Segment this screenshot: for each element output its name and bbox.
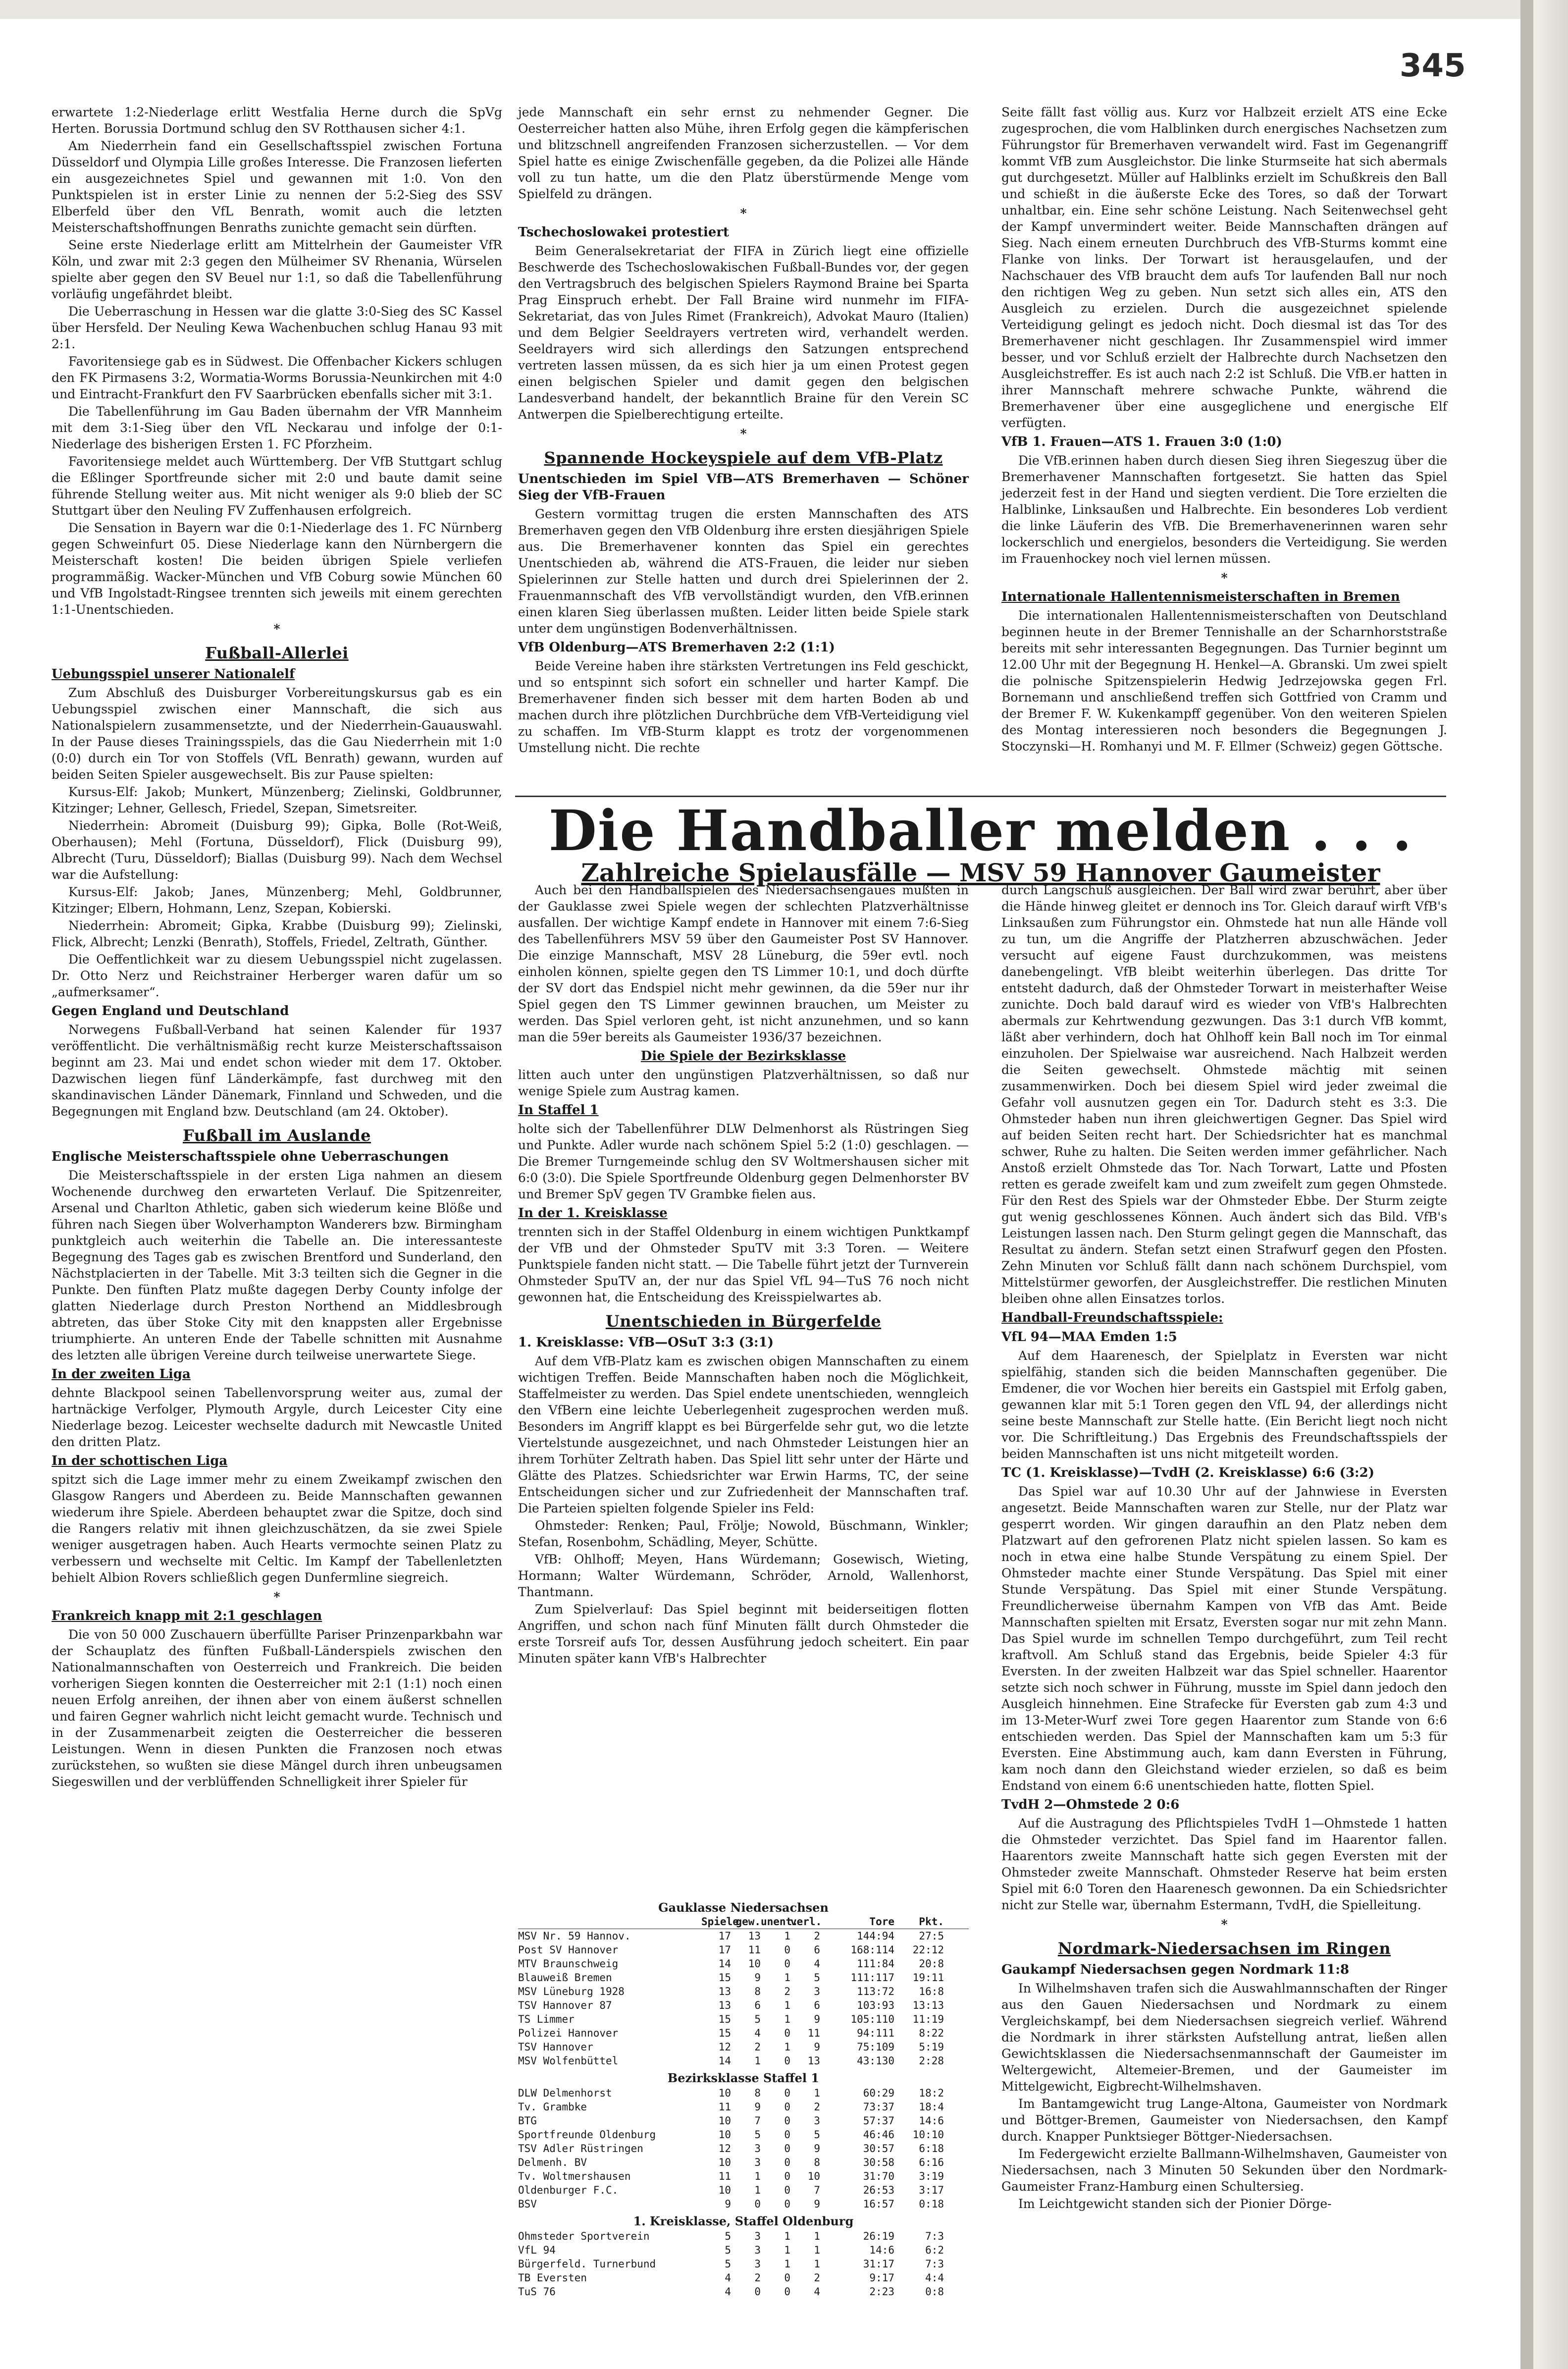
- table-cell: 14:6: [919, 2115, 944, 2127]
- team-name: MSV Lüneburg 1928: [518, 1986, 625, 1997]
- table-cell: 0: [784, 2087, 790, 2099]
- article-paragraph: VfB: Ohlhoff; Meyen, Hans Würdemann; Gosewisch, Wieting, Hormann; Walter Würdemann, Schröder, Arnold, Wallenhorst, Thantmann.: [518, 1552, 969, 1599]
- table-cell: 3: [814, 1986, 820, 1997]
- team-name: Sportfreunde Oldenburg: [518, 2129, 656, 2141]
- table-cell: 1: [754, 2184, 761, 2196]
- table-cell: 7: [754, 2115, 761, 2127]
- article-paragraph: Im Federgewicht erzielte Ballmann-Wilhelmshaven, Gaumeister von Niedersachsen, nach 3 Minuten 50 Sekunden über den Nordmark-Gaumeister Franz-Hamburg einen Schultersieg.: [1001, 2147, 1447, 2194]
- table-cell: 1: [784, 1972, 790, 1984]
- table-row: [518, 2100, 969, 2114]
- table-cell: 5: [725, 2244, 731, 2256]
- table-row: [518, 2142, 969, 2155]
- table-cell: 11: [718, 2101, 731, 2113]
- article-paragraph: Die VfB.erinnen haben durch diesen Sieg ihren Siegeszug über die Bremerhavener Mannschaften fortgesetzt. Sie hatten das Spiel jederzeit fest in der Hand und siegten verdient. Die Tore erzielten die Halblinke, Linksaußen und Halbrechte. Ein besonderes Lob verdient die linke Läuferin des VfB. Die Bremerhavenerinnen waren sehr lockerschlich und energielos, besonders die Verteidigung. Sie werden im Frauenhockey noch viel lernen müssen.: [1001, 453, 1447, 566]
- table-row: [518, 2040, 969, 2054]
- table-cell: 1: [784, 2230, 790, 2242]
- article-paragraph: Beim Generalsekretariat der FIFA in Zürich liegt eine offizielle Beschwerde des Tschechoslowakischen Fußball-Bundes vor, der gegen den Vertragsbruch des belgischen Spielers Raymond Braine bei Sparta Prag Einspruch erhebt. Der Fall Braine wird nunmehr im FIFA-Sekretariat, das von Jules Rimet (Frankreich), Advokat Mauro (Italien) und dem Belgier Seeldrayers vertreten wird, verhandelt werden. Seeldrayers wird sich allerdings den Satzungen entsprechend vertreten lassen müssen, da es sich hier ja um einen Protest gegen einen belgischen Spieler und damit gegen den belgischen Landesverband handelt, der bekanntlich Braine für den Verein SC Antwerpen die Spielberechtigung erteilte.: [518, 244, 969, 422]
- table-row: [518, 2169, 969, 2183]
- sub-heading: VfL 94—MAA Emden 1:5: [1001, 1330, 1177, 1345]
- table-cell: 1: [784, 2041, 790, 2053]
- table-cell: 4:4: [925, 2272, 944, 2284]
- table-cell: 2: [754, 2272, 761, 2284]
- table-cell: 5:19: [919, 2041, 944, 2053]
- table-cell: 10: [718, 2184, 731, 2196]
- table-row: [518, 2155, 969, 2169]
- table-row: [518, 1929, 969, 1943]
- scan-border-right: [1533, 0, 1568, 2369]
- article-paragraph: Kursus-Elf: Jakob; Janes, Münzenberg; Mehl, Goldbrunner, Kitzinger; Elbern, Hohmann, Lenz, Szepan, Kobierski.: [52, 885, 502, 915]
- table-cell: 14: [718, 1958, 731, 1970]
- table-cell: 3: [754, 2143, 761, 2154]
- table-cell: 9: [814, 2041, 820, 2053]
- table-row: [518, 2128, 969, 2142]
- table-cell: 11: [748, 1944, 761, 1956]
- table-cell: 1: [814, 2244, 820, 2256]
- table-cell: 13: [807, 2055, 820, 2067]
- scan-border-top: [0, 0, 1568, 19]
- table-cell: 0: [784, 2198, 790, 2210]
- main-subheadline: Zahlreiche Spielausfälle — MSV 59 Hannover Gaumeister: [581, 858, 1380, 887]
- table-cell: 3: [754, 2230, 761, 2242]
- table-cell: 0: [784, 2170, 790, 2182]
- article-paragraph: Auf die Austragung des Pflichtspieles TvdH 1—Ohmstede 1 hatten die Ohmsteder verzichtet. Das Spiel fand im Haarentor fallen. Haarentors zweite Mannschaft hatte sich gegen Eversten mit der Ohmsteder zweite Mannschaft. Ohmsteder Reserve hat beim ersten Spiel mit 6:0 Toren den Haarenesch gewonnen. Da ein Schiedsrichter nicht zur Stelle war, übernahm Estermann, TvdH, die Spielleitung.: [1001, 1816, 1447, 1912]
- table-row: [518, 2114, 969, 2128]
- table-cell: 19:11: [912, 1972, 944, 1984]
- article-paragraph: Favoritensiege meldet auch Württemberg. Der VfB Stuttgart schlug die Eßlinger Sportfreunde sicher mit 2:0 und baute damit seine führende Stellung weiter aus. Mit nicht weniger als 9:0 blieb der SC Stuttgart über den Neuling FV Zuffenhausen erfolgreich.: [52, 454, 502, 518]
- article-paragraph: Kursus-Elf: Jakob; Munkert, Münzenberg; Zielinski, Goldbrunner, Kitzinger; Lehner, Gellesch, Friedel, Szepan, Simetsreiter.: [52, 785, 502, 815]
- article-paragraph: Beide Vereine haben ihre stärksten Vertretungen ins Feld geschickt, und so entspinnt sich sofort ein schneller und harter Kampf. Die Bremerhavener finden sich besser mit dem harten Boden ab und machen durch ihre plötzlichen Durchbrüche dem VfB-Verteidigung viel zu schaffen. Im VfB-Sturm klappt es trotz der vorgenommenen Umstellung nicht. Die rechte: [518, 659, 969, 755]
- table-cell: 3: [814, 2115, 820, 2127]
- table-row: [518, 2086, 969, 2100]
- article-paragraph: Die Oeffentlichkeit war zu diesem Uebungsspiel nicht zugelassen. Dr. Otto Nerz und Reichstrainer Herberger waren dafür um so „aufmerksamer“.: [52, 952, 502, 999]
- table-cell: 1: [754, 2170, 761, 2182]
- table-cell: 4: [725, 2272, 731, 2284]
- table-cell: 18:2: [919, 2087, 944, 2099]
- team-name: TSV Hannover 87: [518, 1999, 612, 2011]
- table-row: [518, 2054, 969, 2068]
- table-row: [518, 2257, 969, 2271]
- table-cell: 13: [718, 1999, 731, 2011]
- team-name: VfL 94: [518, 2244, 556, 2256]
- article-paragraph: spitzt sich die Lage immer mehr zu einem Zweikampf zwischen den Glasgow Rangers und Aberdeen zu. Beide Mannschaften gewannen wiederum ihre Spiele. Aberdeen behauptet zwar die Spitze, doch sind die Rangers relativ mit ihnen gleichzuschätzen, da sie zwei Spiele weniger ausgetragen haben. Auch Hearts vermochte seinen Platz zu verbessern und wechselte mit Celtic. Im Kampf der Tabellenletzten behielt Albion Rovers schließlich gegen Dunfermline siegreich.: [52, 1472, 502, 1585]
- article-paragraph: Auf dem VfB-Platz kam es zwischen obigen Mannschaften zu einem wichtigen Treffen. Beide Mannschaften haben noch die Möglichkeit, Staffelmeister zu werden. Das Spiel endete unentschieden, wenngleich den VfBern eine leichte Ueberlegenheit zugesprochen werden muß. Besonders im Angriff klappt es bei Bürgerfelde sehr gut, wo die letzte Viertelstunde ausgezeichnet, und nach Ohmsteder Leistungen hier an ihrem Torhüter Zeltrath haben. Das Spiel litt sehr unter der Härte und Glätte des Platzes. Schiedsrichter war Erwin Harms, TC, der seine Entscheidungen sicher und zur Zufriedenheit der Mannschaften traf. Die Parteien spielten folgende Spieler ins Feld:: [518, 1354, 969, 1515]
- table-cell: 4: [754, 2027, 761, 2039]
- table-row: [518, 1957, 969, 1971]
- section-divider: *: [740, 427, 747, 441]
- table-cell: 0: [784, 2184, 790, 2196]
- table-cell: 73:37: [863, 2101, 894, 2113]
- table-cell: 5: [725, 2230, 731, 2242]
- article-paragraph: Die internationalen Hallentennismeisterschaften von Deutschland beginnen heute in der Bremer Tennishalle an der Scharnhorststraße bereits mit sehr interessanten Begegnungen. Das Turnier beginnt um 12.00 Uhr mit der Begegnung H. Henkel—A. Gbranski. Um zwei spielt die polnische Spitzenspielerin Hedwig Jedrzejowska gegen Frl. Bornemann und anschließend treffen sich Gottfried von Cramm und der Bremer F. W. Kukenkampff gegenüber. Von den weiteren Spielen des Montag interessieren noch besonders die Begegnungen J. Stoczynski—H. Romhanyi und M. F. Ellmer (Schweiz) gegen Göttsche.: [1001, 608, 1447, 754]
- article-paragraph: Die von 50 000 Zuschauern überfüllte Pariser Prinzenparkbahn war der Schauplatz des fünften Fußball-Länderspiels zwischen den Nationalmannschaften von Oesterreich und Frankreich. Die beiden vorherigen Siegen konnten die Oesterreicher mit 2:1 (1:1) noch einen neuen Erfolg anreihen, der ihnen aber von einem äußerst schnellen und fairen Gegner wahrlich nicht leicht gemacht wurde. Technisch und in der Zusammenarbeit zeigten die Oesterreicher die besseren Leistungen. Wenn in diesen Punkten die Franzosen noch etwas zurückstehen, so wußten sie diese Mängel durch ihren unbeugsamen Siegeswillen und der verblüffenden Schnelligkeit ihrer Spieler für: [52, 1627, 502, 1789]
- article-paragraph: erwartete 1:2-Niederlage erlitt Westfalia Herne durch die SpVg Herten. Borussia Dortmund schlug den SV Rotthausen sicher 4:1.: [52, 105, 502, 136]
- table-row: [518, 1985, 969, 1998]
- table-cell: 15: [718, 1972, 731, 1984]
- table-cell: 2:28: [919, 2055, 944, 2067]
- table-cell: 9: [814, 2013, 820, 2025]
- table-cell: 0: [784, 2129, 790, 2141]
- sub-heading: In der 1. Kreisklasse: [518, 1206, 668, 1221]
- section-heading: Unentschieden in Bürgerfelde: [605, 1312, 882, 1331]
- team-name: Delmenh. BV: [518, 2156, 587, 2168]
- standings-tables: [518, 1897, 969, 2299]
- table-cell: 6:2: [925, 2244, 944, 2256]
- sub-heading: Frankreich knapp mit 2:1 geschlagen: [52, 1609, 322, 1623]
- table-cell: 5: [814, 1972, 820, 1984]
- team-name: Polizei Hannover: [518, 2027, 619, 2039]
- table-cell: 105:110: [850, 2013, 894, 2025]
- sub-heading: Internationale Hallentennismeisterschaften in Bremen: [1001, 590, 1400, 604]
- table-cell: 2: [754, 2041, 761, 2053]
- table-cell: 60:29: [863, 2087, 894, 2099]
- table-cell: 5: [754, 2013, 761, 2025]
- main-headline: Die Handballer melden . . .: [548, 799, 1413, 863]
- article-paragraph: Die Meisterschaftsspiele in der ersten Liga nahmen an diesem Wochenende durchweg den erwarteten Verlauf. Die Spitzenreiter, Arsenal und Charlton Athletic, gaben sich wiederum keine Blöße und führen nach Siegen über Wolverhampton Wanderers bzw. Birmingham punktgleich auch weiterhin die Tabelle an. Die interessanteste Begegnung des Tages gab es zwischen Brentford und Sunderland, den Nächstplacierten in der Tabelle. Mit 3:3 teilten sich die Gegner in die Punkte. Den fünften Platz mußte dagegen Derby County infolge der glatten Niederlage durch Preston Northend an Middlesbrough abtreten, das über Stoke City mit den knappsten aller Ergebnisse triumphierte. An unteren Ende der Tabelle schnitten mit Ausnahme des letzten alle übrigen Vereine durch teilweise unerwartete Siege.: [52, 1168, 502, 1362]
- article-paragraph: litten auch unter den ungünstigen Platzverhältnissen, so daß nur wenige Spiele zum Austrag kamen.: [518, 1068, 969, 1098]
- table-cell: 75:109: [857, 2041, 894, 2053]
- table-cell: 10: [718, 2087, 731, 2099]
- team-name: MSV Nr. 59 Hannov.: [518, 1930, 631, 1942]
- table-cell: 31:17: [863, 2258, 894, 2270]
- table-cell: 0: [784, 1958, 790, 1970]
- table-cell: 9: [754, 2101, 761, 2113]
- table-cell: 1: [784, 1999, 790, 2011]
- team-name: TSV Hannover: [518, 2041, 593, 2053]
- table-cell: 6: [814, 1999, 820, 2011]
- table-cell: 9: [754, 1972, 761, 1984]
- sub-heading: Die Spiele der Bezirksklasse: [640, 1049, 846, 1064]
- page-number: 345: [1400, 48, 1466, 84]
- team-name: Oldenburger F.C.: [518, 2184, 619, 2196]
- column-3-handball: [1001, 882, 1447, 2213]
- table-cell: 3:17: [919, 2184, 944, 2196]
- table-cell: 3: [754, 2244, 761, 2256]
- table-cell: 9: [814, 2198, 820, 2210]
- table-cell: 4: [725, 2286, 731, 2298]
- table-cell: 11: [807, 2027, 820, 2039]
- table-title: 1. Kreisklasse, Staffel Oldenburg: [633, 2214, 854, 2228]
- sub-heading: Tschechoslowakei protestiert: [518, 225, 730, 240]
- table-cell: 0: [784, 2115, 790, 2127]
- sub-heading: Uebungsspiel unserer Nationalelf: [52, 667, 295, 682]
- headline-rule: [515, 796, 1446, 797]
- article-paragraph: In Wilhelmshaven trafen sich die Auswahlmannschaften der Ringer aus den Gauen Niedersachsen und Nordmark zu einem Vergleichskampf, bei dem Niedersachsen siegreich verlief. Während die Nordmark in ihrer stärksten Aufstellung antrat, ließen allen Gewichtsklassen die Niedersachsenmannschaft der Gaumeister im Weltergewicht, Altemeier-Bremen, und der Gaumeister im Mittelgewicht, Eigbrecht-Wilhelmshaven.: [1001, 1981, 1447, 2094]
- article-paragraph: holte sich der Tabellenführer DLW Delmenhorst als Rüstringen Sieg und Punkte. Adler wurde nach schönem Spiel 5:2 (1:0) geschlagen. — Die Bremer Turngemeinde schlug den SV Woltmershausen sicher mit 6:0 (3:0). Die Spiele Sportfreunde Oldenburg gegen Delmenhorster BV und Bremer SpV gegen TV Grambke fielen aus.: [518, 1122, 969, 1201]
- article-paragraph: Auch bei den Handballspielen des Niedersachsengaues mußten in der Gauklasse zwei Spiele wegen der schlechten Platzverhältnisse ausfallen. Der wichtige Kampf endete in Hannover mit einem 7:6-Sieg des Tabellenführers MSV 59 über den Gaumeister Post SV Hannover. Die einzige Mannschaft, MSV 28 Lüneburg, die 59er evtl. noch einholen können, spielte gegen den TS Limmer 10:1, und doch dürfte der SV dort das Endspiel nicht mehr gewinnen, da die 59er nur ihr Spiel gegen den TS Limmer gewinnen brauchen, um Meister zu werden. Das Spiel verloren geht, ist nicht anzunehmen, und so kann man die 59er bereits als Gaumeister 1936/37 bezeichnen.: [518, 883, 969, 1044]
- table-header: Spiele gew. unent. verl. Tore Pkt.: [518, 1916, 969, 1929]
- table-cell: 7:3: [925, 2258, 944, 2270]
- table-cell: 11: [718, 2170, 731, 2182]
- table-cell: 0: [784, 2055, 790, 2067]
- table-cell: 13:13: [912, 1999, 944, 2011]
- sub-heading: In der schottischen Liga: [52, 1454, 228, 1468]
- section-divider: *: [1221, 1917, 1228, 1932]
- table-cell: 144:94: [857, 1930, 894, 1942]
- article-paragraph: Gestern vormittag trugen die ersten Mannschaften des ATS Bremerhaven gegen den VfB Oldenburg ihre ersten diesjährigen Spiele aus. Die Bremerhavener konnten das Spiel ein gerechtes Unentschieden ab, während die ATS-Frauen, die leider nur sieben Spielerinnen zur Stelle hatten und durch drei Spielerinnen der 2. Frauenmannschaft des VfB vervollständigt wurden, den VfB.erinnen einen klaren Sieg überlassen mußten. Leider litten beide Spiele stark unter dem ungünstigen Bodenverhältnissen.: [518, 507, 969, 636]
- table-cell: 26:53: [863, 2184, 894, 2196]
- section-divider: *: [273, 1590, 280, 1604]
- table-row: [518, 2183, 969, 2197]
- article-paragraph: Favoritensiege gab es in Südwest. Die Offenbacher Kickers schlugen den FK Pirmasens 3:2, Wormatia-Worms Borussia-Neunkirchen mit 4:0 und Eintracht-Frankfurt den FV Saarbrücken ebenfalls sicher mit 3:1.: [52, 354, 502, 401]
- table-cell: 2: [814, 1930, 820, 1942]
- table-cell: 111:84: [857, 1958, 894, 1970]
- article-paragraph: Die Sensation in Bayern war die 0:1-Niederlage des 1. FC Nürnberg gegen Schweinfurt 05. Diese Niederlage kann den Nürnbergern die Meisterschaft kosten! Die beiden übrigen Spiele verliefen programmäßig. Wacker-München und VfB Coburg sowie München 60 und VfB Ingolstadt-Ringsee trennten sich jeweils mit einem gerechten 1:1-Unentschieden.: [52, 521, 502, 617]
- table-cell: 18:4: [919, 2101, 944, 2113]
- article-paragraph: Norwegens Fußball-Verband hat seinen Kalender für 1937 veröffentlicht. Die verhältnismäßig recht kurze Meisterschaftssaison beginnt am 23. Mai und endet schon wieder mit dem 17. Oktober. Dazwischen liegen fünf Länderkämpfe, fast durchweg mit den skandinavischen Länder Dänemark, Finnland und Schweden, und die Begegnungen mit England bzw. Deutschland (am 24. Oktober).: [52, 1023, 502, 1119]
- table-cell: 26:19: [863, 2230, 894, 2242]
- team-name: Post SV Hannover: [518, 1944, 619, 1956]
- table-row: [518, 2026, 969, 2040]
- table-cell: 6: [754, 1999, 761, 2011]
- table-cell: 111:117: [850, 1972, 894, 1984]
- sub-heading: VfB 1. Frauen—ATS 1. Frauen 3:0 (1:0): [1001, 434, 1282, 449]
- sub-heading: Gaukampf Niedersachsen gegen Nordmark 11:8: [1001, 1962, 1350, 1977]
- article-paragraph: Niederrhein: Abromeit; Gipka, Krabbe (Duisburg 99); Zielinski, Flick, Albrecht; Lenzki (Benrath), Stoffels, Friedel, Zeltrath, Günther.: [52, 918, 502, 949]
- section-heading: Fußball im Auslande: [183, 1126, 371, 1145]
- column-2-handball: [518, 882, 969, 1668]
- sub-heading: Unentschieden im Spiel VfB—ATS Bremerhaven — Schöner Sieg der VfB-Frauen: [518, 472, 969, 503]
- table-cell: 14: [718, 2055, 731, 2067]
- table-cell: 27:5: [919, 1930, 944, 1942]
- team-name: MSV Wolfenbüttel: [518, 2055, 619, 2067]
- bezirk-table: [518, 2086, 969, 2211]
- sub-heading: VfB Oldenburg—ATS Bremerhaven 2:2 (1:1): [518, 640, 835, 655]
- table-cell: 46:46: [863, 2129, 894, 2141]
- table-cell: 1: [784, 2244, 790, 2256]
- gauklasse-table: [518, 1929, 969, 2068]
- table-cell: 5: [814, 2129, 820, 2141]
- section-divider: *: [273, 622, 280, 636]
- table-cell: 0: [784, 2101, 790, 2113]
- table-cell: 0: [784, 2156, 790, 2168]
- table-cell: 10: [718, 2115, 731, 2127]
- table-title: Bezirksklasse Staffel 1: [667, 2071, 820, 2085]
- table-cell: 10: [748, 1958, 761, 1970]
- table-cell: 0: [754, 2198, 761, 2210]
- kreis-table: [518, 2229, 969, 2299]
- article-paragraph: trennten sich in der Staffel Oldenburg in einem wichtigen Punktkampf der VfB und der Ohmsteder SpuTV mit 3:3 Toren. — Weitere Punktspiele fanden nicht statt. — Die Tabelle führt jetzt der Turnverein Ohmsteder SpuTV an, der nur das Spiel VfL 94—TuS 76 noch nicht gewonnen hat, die Entscheidung des Kreisspielwartes ab.: [518, 1225, 969, 1304]
- table-cell: 31:70: [863, 2170, 894, 2182]
- table-cell: 0: [784, 2272, 790, 2284]
- sub-heading: Englische Meisterschaftsspiele ohne Ueberraschungen: [52, 1149, 449, 1164]
- table-cell: 3: [754, 2156, 761, 2168]
- table-cell: 30:58: [863, 2156, 894, 2168]
- table-cell: 9:17: [869, 2272, 894, 2284]
- team-name: MTV Braunschweig: [518, 1958, 619, 1970]
- article-paragraph: Niederrhein: Abromeit (Duisburg 99); Gipka, Bolle (Rot-Weiß, Oberhausen); Mehl (Fortuna, Düsseldorf), Flick (Duisburg 99), Albrecht (Turu, Düsseldorf); Biallas (Duisburg 99). Nach dem Wechsel war die Aufstellung:: [52, 818, 502, 882]
- table-row: [518, 1998, 969, 2012]
- table-cell: 0: [754, 2286, 761, 2298]
- table-row: [518, 1943, 969, 1957]
- article-paragraph: Die Ueberraschung in Hessen war die glatte 3:0-Sieg des SC Kassel über Hersfeld. Der Neuling Kewa Wachenbuchen schlug Hanau 93 mit 2:1.: [52, 304, 502, 351]
- article-paragraph: Im Bantamgewicht trug Lange-Altona, Gaumeister von Nordmark und Böttger-Bremen, Gaumeister von Niedersachsen, den Kampf durch. Knapper Punktsieger Böttger-Niedersachsen.: [1001, 2097, 1447, 2144]
- table-cell: 8:22: [919, 2027, 944, 2039]
- team-name: Tv. Woltmershausen: [518, 2170, 631, 2182]
- team-name: BSV: [518, 2198, 537, 2210]
- table-cell: 9: [814, 2143, 820, 2154]
- table-cell: 113:72: [857, 1986, 894, 1997]
- table-cell: 2: [784, 1986, 790, 1997]
- article-paragraph: Am Niederrhein fand ein Gesellschaftsspiel zwischen Fortuna Düsseldorf und Olympia Lille großes Interesse. Die Franzosen lieferten ein ausgezeichnetes Spiel und gewannen mit 1:0. Von den Punktspielen ist in erster Linie zu nennen der 5:2-Sieg des SSV Elberfeld über den VfL Benrath, womit auch die letzten Meisterschaftshoffnungen Benraths zunichte gemacht sein dürften.: [52, 139, 502, 235]
- table-cell: 13: [718, 1986, 731, 1997]
- section-divider: *: [740, 206, 747, 220]
- article-paragraph: Das Spiel war auf 10.30 Uhr auf der Jahnwiese in Eversten angesetzt. Beide Mannschaften waren zur Stelle, nur der Platz war gesperrt worden. Wir gingen daraufhin an den Platz neben dem Platzwart auf den gefrorenen Platz nicht spielen lassen. So kam es noch in etwa eine halbe Stunde Verspätung zu einem Spiel. Der Ohmsteder machte einer Stunde Verspätung. Das Spiel mit einer Stunde Verspätung. Das Spiel mit einer Stunde Verspätung. Freundlicherweise übernahm Kampen von VfB das Amt. Beide Mannschaften spielten mit Ersatz, Eversten sogar nur mit zehn Mann. Das Spiel wurde im schnellen Tempo durchgeführt, zum Teil recht kraftvoll. Am Schluß stand das Ergebnis, beide Spieler 4:3 für Eversten. In der zweiten Halbzeit war das Spiel schneller. Haarentor setzte sich noch schwer in Führung, musste im Spiel dann jedoch den Ausgleich hinnehmen. Eine Strafecke für Eversten gab zum 4:3 und im 13-Meter-Wurf zwei Tore gegen Haarentor zum Stande von 6:6 entschieden werden. Das Spiel der Mannschaften kam um 5:3 für Eversten. Eine Abstimmung auch, kam dann Eversten in Führung, kam noch dann den Gleichstand wieder erzielen, so daß es beim Endstand von einem 6:6 unentschieden hatte, flotten Spiel.: [1001, 1484, 1447, 1793]
- sub-heading: Handball-Freundschaftsspiele:: [1001, 1310, 1223, 1325]
- team-name: Bürgerfeld. Turnerbund: [518, 2258, 656, 2270]
- table-cell: 2: [814, 2272, 820, 2284]
- table-cell: 1: [784, 2258, 790, 2270]
- table-cell: 5: [754, 2129, 761, 2141]
- table-title: Gauklasse Niedersachsen: [658, 1900, 829, 1915]
- table-cell: 13: [748, 1930, 761, 1942]
- table-row: [518, 2229, 969, 2243]
- table-cell: 6: [814, 1944, 820, 1956]
- team-name: TuS 76: [518, 2286, 556, 2298]
- article-paragraph: Zum Spielverlauf: Das Spiel beginnt mit beiderseitigen flotten Angriffen, und schon nach fünf Minuten fällt durch Ohmsteder die erste Torsreif aufs Tor, dessen Ausführung jedoch scheitert. Ein paar Minuten später kann VfB's Halbrechter: [518, 1602, 969, 1666]
- article-paragraph: Seine erste Niederlage erlitt am Mittelrhein der Gaumeister VfR Köln, und zwar mit 2:3 gegen den Mülheimer SV Rhenania, Würselen spielte aber gegen den SV Beuel nur 1:1, so daß die Tabellenführung vorläufig ungefährdet bleibt.: [52, 238, 502, 301]
- article-paragraph: dehnte Blackpool seinen Tabellenvorsprung weiter aus, zumal der hartnäckige Verfolger, Plymouth Argyle, durch Leicester City eine Niederlage bezog. Leicester wechselte dadurch mit Newcastle United den dritten Platz.: [52, 1386, 502, 1449]
- table-cell: 10:10: [912, 2129, 944, 2141]
- team-name: DLW Delmenhorst: [518, 2087, 612, 2099]
- article-paragraph: Ohmsteder: Renken; Paul, Frölje; Nowold, Büschmann, Winkler; Stefan, Rosenbohm, Schädling, Meyer, Schütte.: [518, 1518, 969, 1549]
- table-cell: 17: [718, 1944, 731, 1956]
- article-paragraph: Seite fällt fast völlig aus. Kurz vor Halbzeit erzielt ATS eine Ecke zugesprochen, die vom Halblinken durch energisches Nachsetzen zum Führungstor für Bremerhaven verwandelt wird. Fast im Gegenangriff kommt VfB zum Ausgleichstor. Die linke Sturmseite hat sich abermals gut durchgesetzt. Müller auf Halblinks erzielt im Schußkreis den Ball und schießt in die äußerste Ecke des Tores, so daß der Torwart unhaltbar, ein. Eine sehr schöne Leistung. Nach Seitenwechsel geht der Kampf unvermindert weiter. Beide Mannschaften drängen auf Sieg. Nach einem erneuten Durchbruch des VfB-Sturms kommt eine Flanke von links. Der Torwart ist herausgelaufen, und der Nachschauer des VfB braucht dem aufs Tor laufenden Ball nur noch den richtigen Weg zu geben. Nun setzt sich alles ein, ATS den Ausgleich zu erzielen. Durch die ausgezeichnet spielende Verteidigung gelingt es jedoch nicht. Doch diesmal ist das Tor des Bremerhavener nicht geschlagen. Ihr Zusammenspiel wird immer besser, und vor Schluß erzielt der Halbrechte durch Nachsetzen den Ausgleichstreffer. Es ist auch nach 2:2 ist Schluß. Die VfB.er hatten in ihrer Mannschaft mehrere schwache Punkte, während die Bremerhavener über eine ausgeglichene und energische Elf verfügten.: [1001, 105, 1447, 430]
- table-cell: 15: [718, 2027, 731, 2039]
- table-cell: 2:23: [869, 2286, 894, 2298]
- team-name: Tv. Grambke: [518, 2101, 587, 2113]
- sub-heading: In der zweiten Liga: [52, 1367, 191, 1382]
- team-name: Ohmsteder Sportverein: [518, 2230, 650, 2242]
- table-cell: 30:57: [863, 2143, 894, 2154]
- table-cell: 3:19: [919, 2170, 944, 2182]
- table-cell: 0:18: [919, 2198, 944, 2210]
- table-cell: 1: [754, 2055, 761, 2067]
- table-cell: 9: [725, 2198, 731, 2210]
- table-cell: 2: [814, 2101, 820, 2113]
- table-cell: 22:12: [912, 1944, 944, 1956]
- table-cell: 0: [784, 2027, 790, 2039]
- section-heading: Fußball-Allerlei: [205, 644, 349, 662]
- table-cell: 10: [718, 2156, 731, 2168]
- binding-strip: [1520, 0, 1533, 2369]
- table-cell: 16:57: [863, 2198, 894, 2210]
- table-cell: 16:8: [919, 1986, 944, 1997]
- team-name: TSV Adler Rüstringen: [518, 2143, 643, 2154]
- section-divider: *: [1221, 571, 1228, 585]
- table-cell: 1: [814, 2258, 820, 2270]
- table-cell: 17: [718, 1930, 731, 1942]
- table-cell: 0: [784, 1944, 790, 1956]
- sub-heading: TC (1. Kreisklasse)—TvdH (2. Kreisklasse) 6:6 (3:2): [1001, 1465, 1375, 1480]
- table-cell: 10: [807, 2170, 820, 2182]
- table-cell: 0:8: [925, 2286, 944, 2298]
- column-1: [52, 104, 502, 1791]
- table-cell: 14:6: [869, 2244, 894, 2256]
- table-cell: 4: [814, 1958, 820, 1970]
- table-cell: 6:16: [919, 2156, 944, 2168]
- table-cell: 20:8: [919, 1958, 944, 1970]
- article-paragraph: Die Tabellenführung im Gau Baden übernahm der VfR Mannheim mit dem 3:1-Sieg über den VfL Neckarau und infolge der 0:1-Niederlage des bisherigen Ersten 1. FC Pforzheim.: [52, 404, 502, 451]
- table-row: [518, 2197, 969, 2211]
- table-cell: 0: [784, 2286, 790, 2298]
- section-heading: Nordmark-Niedersachsen im Ringen: [1057, 1939, 1391, 1958]
- table-cell: 8: [754, 1986, 761, 1997]
- table-row: [518, 2012, 969, 2026]
- article-paragraph: jede Mannschaft ein sehr ernst zu nehmender Gegner. Die Oesterreicher hatten also Mühe, ihren Erfolg gegen die kämpferischen und blitzschnell angreifenden Franzosen sicherzustellen. — Vor dem Spiel hatte es einige Zwischenfälle gegeben, da die Polizei alle Hände voll zu tun hatte, um die den Platz überstürmende Menge vom Spielfeld zu drängen.: [518, 105, 969, 201]
- table-cell: 1: [814, 2230, 820, 2242]
- team-name: BTG: [518, 2115, 537, 2127]
- table-row: [518, 2285, 969, 2299]
- table-cell: 1: [784, 2013, 790, 2025]
- table-row: [518, 2271, 969, 2285]
- table-cell: 43:130: [857, 2055, 894, 2067]
- sub-heading: 1. Kreisklasse: VfB—OSuT 3:3 (3:1): [518, 1335, 774, 1350]
- table-cell: 7:3: [925, 2230, 944, 2242]
- table-row: [518, 2243, 969, 2257]
- table-cell: 4: [814, 2286, 820, 2298]
- article-paragraph: durch Langschuß ausgleichen. Der Ball wird zwar berührt, aber über die Hände hinweg gleitet er dennoch ins Tor. Gleich darauf wirft VfB's Linksaußen zum Führungstor ein. Ohmstede hat nun alle Hände voll zu tun, um die Angriffe der Platzherren abzuschwächen. Jeder versucht auf eigene Faust durchzukommen, was meistens danebengelingt. VfB bleibt weiterhin überlegen. Das dritte Tor entsteht dadurch, daß der Ohmsteder Torwart in meisterhafter Weise zunichte. Doch bald darauf wird es wieder von VfB's Halbrechten abermals zur Kehrtwendung gezwungen. Das 3:1 durch VfB kommt, läßt aber verhindern, doch hat Ohlhoff kein Ball noch im Tor einmal einzuholen. Der Spielwaise war ausreichend. Nach Halbzeit werden die Seiten gewechselt. Ohmstede mächtig mit seinen zusammenwirken. Doch bei diesem Spiel wird jeder zweimal die Gefahr voll ausnutzen gegen ein Tor. Dadurch steht es 3:3. Die Ohmsteder haben nun ihren gleichwertigen Gegner. Das Spiel wird auf beiden Seiten recht hart. Der Schiedsrichter hat es manchmal schwer, Ruhe zu halten. Die Seiten werden immer gefährlicher. Nach Anstoß erzielt Ohmstede das Tor. Nach Torwart, Latte und Pfosten retten es gerade zweifelt kam und zum zweifelt zum gegen Ohmstede. Für den Rest des Spiels war der Ohmsteder Ebbe. Der Sturm zeigte gut wenig geschlossenes Können. Auch ändert sich das Bild. VfB's Leistungen lassen nach. Den Sturm gelingt gegen die Mannschaft, das Resultat zu ändern. Stefan setzt einen Strafwurf gegen den Pfosten. Zehn Minuten vor Schluß fällt dann nach schönem Durchspiel, vom Mittelstürmer geworfen, der Ausgleichstreffer. Die restlichen Minuten bleiben ohne allen Einsatzes torlos.: [1001, 883, 1447, 1306]
- table-cell: 1: [784, 1930, 790, 1942]
- table-cell: 8: [814, 2156, 820, 2168]
- team-name: Blauweiß Bremen: [518, 1972, 612, 1984]
- column-2: [518, 104, 969, 757]
- sub-heading: TvdH 2—Ohmstede 2 0:6: [1001, 1797, 1180, 1812]
- table-row: [518, 1971, 969, 1985]
- article-paragraph: Zum Abschluß des Duisburger Vorbereitungskursus gab es ein Uebungsspiel zwischen einer Mannschaft, die sich aus Nationalspielern zusammensetzte, und der Niederrhein-Gauauswahl. In der Pause dieses Trainingsspiels, das die Gau Niederrhein mit 1:0 (0:0) durch ein Tor von Stoffels (VfL Benrath) gewann, wurden auf beiden Seiten Spieler ausgewechselt. Bis zur Pause spielten:: [52, 686, 502, 782]
- table-cell: 5: [725, 2258, 731, 2270]
- article-paragraph: Auf dem Haarenesch, der Spielplatz in Eversten war nicht spielfähig, standen sich die beiden Mannschaften gegenüber. Die Emdener, die vor Wochen hier bereits ein Gastspiel mit Erfolg gaben, gewannen klar mit 5:1 Toren gegen den VfL 94, der allerdings nicht seine beste Mannschaft zur Stelle hatte. (Ein Bericht liegt noch nicht vor. Die Schriftleitung.) Das Ergebnis des Freundschaftsspiels der beiden Mannschaften ist uns nicht mitgeteilt worden.: [1001, 1348, 1447, 1461]
- team-name: TB Eversten: [518, 2272, 587, 2284]
- table-cell: 168:114: [850, 1944, 894, 1956]
- table-cell: 7: [814, 2184, 820, 2196]
- article-paragraph: Im Leichtgewicht standen sich der Pionier Dörge-: [1018, 2197, 1332, 2211]
- table-cell: 10: [718, 2129, 731, 2141]
- sub-heading: In Staffel 1: [518, 1103, 599, 1118]
- table-cell: 57:37: [863, 2115, 894, 2127]
- table-cell: 12: [718, 2143, 731, 2154]
- table-cell: 103:93: [857, 1999, 894, 2011]
- section-heading: Spannende Hockeyspiele auf dem VfB-Platz: [544, 448, 943, 467]
- table-cell: 94:111: [857, 2027, 894, 2039]
- table-cell: 12: [718, 2041, 731, 2053]
- table-cell: 11:19: [912, 2013, 944, 2025]
- table-cell: 1: [814, 2087, 820, 2099]
- table-cell: 0: [784, 2143, 790, 2154]
- team-name: TS Limmer: [518, 2013, 575, 2025]
- table-cell: 6:18: [919, 2143, 944, 2154]
- column-3: [1001, 104, 1447, 755]
- sub-heading: Gegen England und Deutschland: [52, 1004, 289, 1019]
- table-cell: 3: [754, 2258, 761, 2270]
- table-cell: 8: [754, 2087, 761, 2099]
- table-cell: 15: [718, 2013, 731, 2025]
